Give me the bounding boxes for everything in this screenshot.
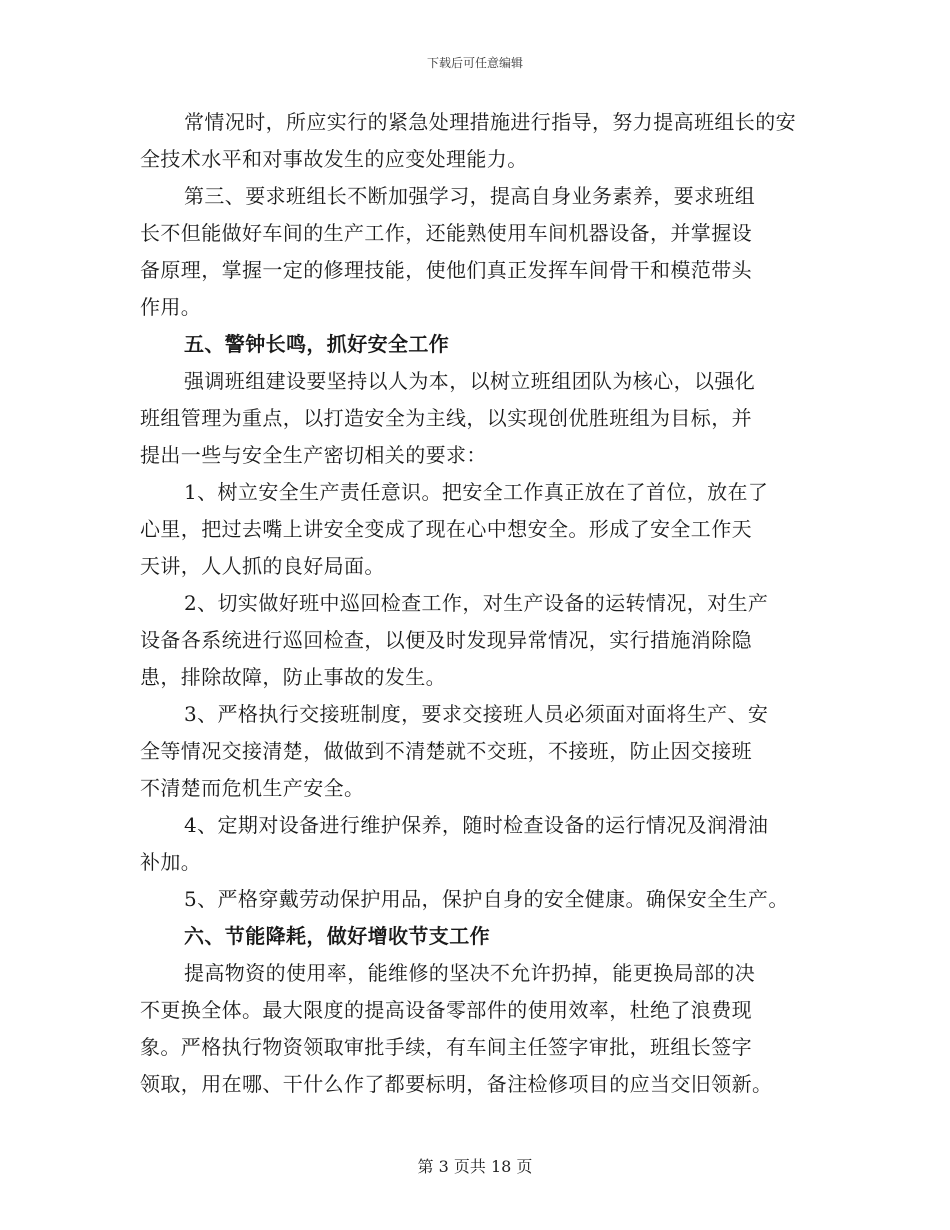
document-body: [140, 104, 810, 1103]
heading-text: 五、警钟长鸣，抓好安全工作: [184, 332, 450, 356]
heading-text: 六、节能降耗，做好增收节支工作: [184, 924, 490, 948]
paragraph: [140, 104, 810, 178]
paragraph-line: 强调班组建设要坚持以人为本，以树立班组团队为核心，以强化: [184, 369, 756, 393]
paragraph-line: 天讲，人人抓的良好局面。: [140, 554, 385, 578]
paragraph: [140, 955, 810, 1103]
page-footer: 第 3 页共 18 页: [417, 1157, 533, 1176]
paragraph: [140, 363, 810, 474]
paragraph-line: 领取，用在哪、干什么作了都要标明，备注检修项目的应当交旧领新。: [140, 1072, 773, 1096]
paragraph: [140, 474, 810, 585]
paragraph-line: 班组管理为重点，以打造安全为主线，以实现创优胜班组为目标，并: [140, 406, 752, 430]
paragraph-line: 全技术水平和对事故发生的应变处理能力。: [140, 147, 528, 171]
paragraph-line: 1、树立安全生产责任意识。把安全工作真正放在了首位，放在了: [184, 480, 769, 504]
paragraph-line: 作用。: [140, 295, 202, 319]
paragraph-line: 提高物资的使用率，能维修的坚决不允许扔掉，能更换局部的决: [184, 961, 756, 985]
paragraph-line: 5、严格穿戴劳动保护用品，保护自身的安全健康。确保安全生产。: [184, 887, 789, 911]
paragraph-line: 常情况时，所应实行的紧急处理措施进行指导，努力提高班组长的安: [184, 110, 796, 134]
paragraph: [140, 585, 810, 696]
paragraph: [140, 807, 810, 881]
paragraph: [140, 696, 810, 807]
paragraph-line: 设备各系统进行巡回检查，以便及时发现异常情况，实行措施消除隐: [140, 628, 752, 652]
paragraph-line: 备原理，掌握一定的修理技能，使他们真正发挥车间骨干和模范带头: [140, 258, 752, 282]
paragraph-line: 2、切实做好班中巡回检查工作，对生产设备的运转情况，对生产: [184, 591, 769, 615]
paragraph-line: 象。严格执行物资领取审批手续，有车间主任签字审批，班组长签字: [140, 1035, 752, 1059]
section-heading: [140, 918, 810, 955]
paragraph: [140, 178, 810, 326]
paragraph-line: 心里，把过去嘴上讲安全变成了现在心中想安全。形成了安全工作天: [140, 517, 752, 541]
paragraph-line: 不清楚而危机生产安全。: [140, 776, 365, 800]
paragraph-line: 4、定期对设备进行维护保养，随时检查设备的运行情况及润滑油: [184, 813, 769, 837]
paragraph-line: 全等情况交接清楚，做做到不清楚就不交班，不接班，防止因交接班: [140, 739, 752, 763]
paragraph: [140, 881, 810, 918]
section-heading: [140, 326, 810, 363]
paragraph-line: 第三、要求班组长不断加强学习，提高自身业务素养，要求班组: [184, 184, 756, 208]
paragraph-line: 患，排除故障，防止事故的发生。: [140, 665, 446, 689]
paragraph-line: 不更换全体。最大限度的提高设备零部件的使用效率，杜绝了浪费现: [140, 998, 752, 1022]
paragraph-line: 3、严格执行交接班制度，要求交接班人员必须面对面将生产、安: [184, 702, 769, 726]
paragraph-line: 补加。: [140, 850, 202, 874]
paragraph-line: 长不但能做好车间的生产工作，还能熟使用车间机器设备，并掌握设: [140, 221, 752, 245]
paragraph-line: 提出一些与安全生产密切相关的要求：: [140, 443, 487, 467]
page-header: 下载后可任意编辑: [426, 56, 523, 70]
